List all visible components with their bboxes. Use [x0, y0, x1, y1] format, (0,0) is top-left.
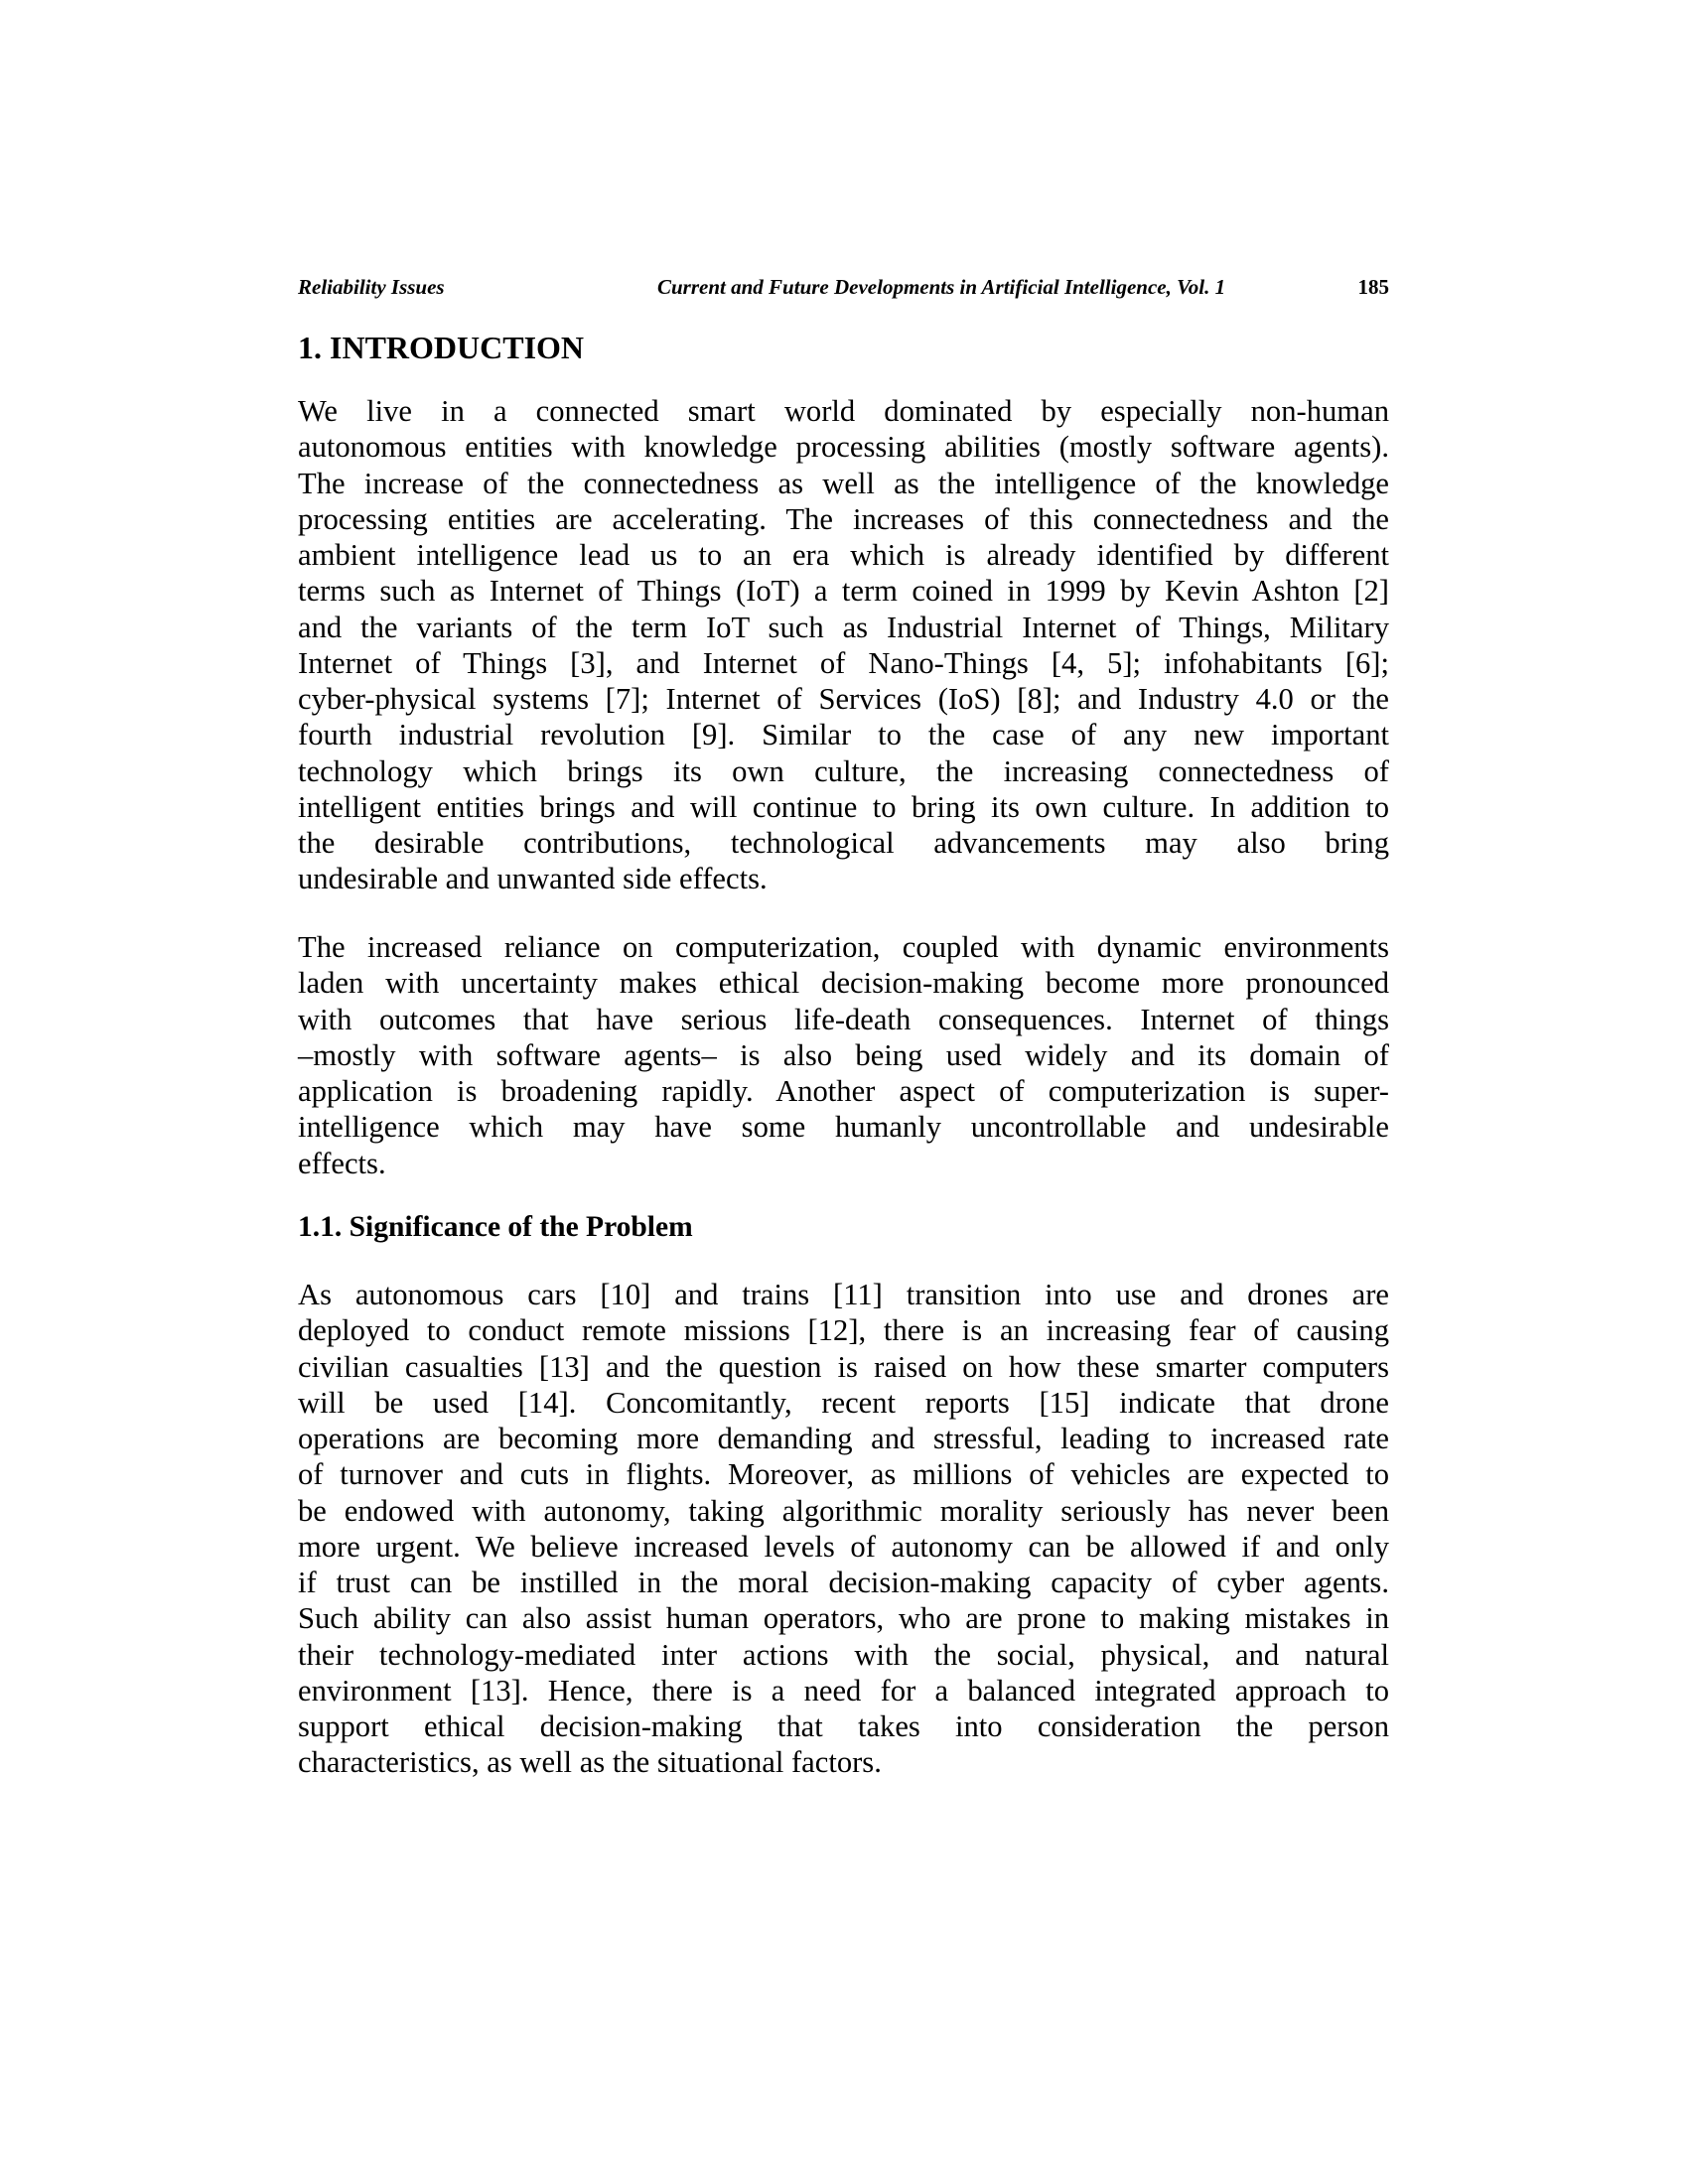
text-line: As autonomous cars [10] and trains [11] transition into use and drones are [298, 1278, 1389, 1311]
text-line: if trust can be instilled in the moral decision-making capacity of cyber agents. [298, 1566, 1389, 1599]
text-line: and the variants of the term IoT such as Industrial Internet of Things, Military [298, 610, 1389, 644]
chapter-running-title: Reliability Issues [298, 275, 445, 299]
text-line: processing entities are accelerating. The increases of this connectedness and the [298, 501, 1389, 536]
text-line: intelligent entities brings and will continue to bring its own culture. In addition to [298, 789, 1389, 824]
text-line: technology which brings its own culture, the increasing connectedness of [298, 753, 1389, 788]
text-line: characteristics, as well as the situational factors. [298, 1745, 882, 1780]
text-line: The increased reliance on computerization, coupled with dynamic environments [298, 930, 1389, 964]
text-line: The increase of the connectedness as well as the intelligence of the knowledge [298, 466, 1389, 500]
paragraph-significance [298, 1277, 1389, 1781]
text-line: environment [13]. Hence, there is a need for a balanced integrated approach to [298, 1673, 1389, 1707]
text-line: with outcomes that have serious life-death consequences. Internet of things [298, 1002, 1389, 1036]
text-line: effects. [298, 1146, 386, 1180]
text-line: operations are becoming more demanding and stressful, leading to increased rate [298, 1422, 1389, 1455]
text-line: support ethical decision-making that takes into consideration the person [298, 1709, 1389, 1743]
text-line: We live in a connected smart world dominated by especially non-human [298, 394, 1389, 428]
text-line: ambient intelligence lead us to an era which is already identified by different [298, 538, 1389, 572]
text-line: deployed to conduct remote missions [12], there is an increasing fear of causing [298, 1313, 1389, 1348]
running-header [298, 273, 1389, 301]
paragraph-introduction-1 [298, 393, 1389, 897]
text-line: autonomous entities with knowledge processing abilities (mostly software agents). [298, 430, 1389, 465]
page-number: 185 [1357, 275, 1389, 299]
paragraph-introduction-2 [298, 929, 1389, 1181]
text-line: laden with uncertainty makes ethical decision-making become more pronounced [298, 966, 1389, 1001]
journal-running-title: Current and Future Developments in Artificial Intelligence, Vol. 1 [657, 275, 1226, 299]
text-line: application is broadening rapidly. Another aspect of computerization is super- [298, 1074, 1389, 1108]
text-line: intelligence which may have some humanly uncontrollable and undesirable [298, 1110, 1389, 1145]
text-line: civilian casualties [13] and the question is raised on how these smarter computers [298, 1349, 1389, 1384]
section-heading: 1. INTRODUCTION [298, 330, 585, 365]
text-line: –mostly with software agents– is also being used widely and its domain of [298, 1037, 1389, 1072]
text-line: undesirable and unwanted side effects. [298, 862, 768, 896]
text-line: be endowed with autonomy, taking algorithmic morality seriously has never been [298, 1493, 1389, 1528]
text-line: fourth industrial revolution [9]. Similar to the case of any new important [298, 718, 1389, 752]
text-line: cyber-physical systems [7]; Internet of Services (IoS) [8]; and Industry 4.0 or the [298, 682, 1389, 716]
text-line: of turnover and cuts in flights. Moreover, as millions of vehicles are expected to [298, 1457, 1389, 1492]
text-line: will be used [14]. Concomitantly, recent reports [15] indicate that drone [298, 1385, 1389, 1420]
text-line: Internet of Things [3], and Internet of Nano-Things [4, 5]; infohabitants [6]; [298, 645, 1389, 680]
text-line: Such ability can also assist human operators, who are prone to making mistakes in [298, 1601, 1389, 1636]
text-line: terms such as Internet of Things (IoT) a term coined in 1999 by Kevin Ashton [2] [298, 574, 1389, 609]
text-line: their technology-mediated inter actions with the social, physical, and natural [298, 1637, 1389, 1672]
subsection-heading: 1.1. Significance of the Problem [298, 1211, 693, 1243]
text-line: the desirable contributions, technological advancements may also bring [298, 826, 1389, 860]
text-line: more urgent. We believe increased levels of autonomy can be allowed if and only [298, 1529, 1389, 1564]
